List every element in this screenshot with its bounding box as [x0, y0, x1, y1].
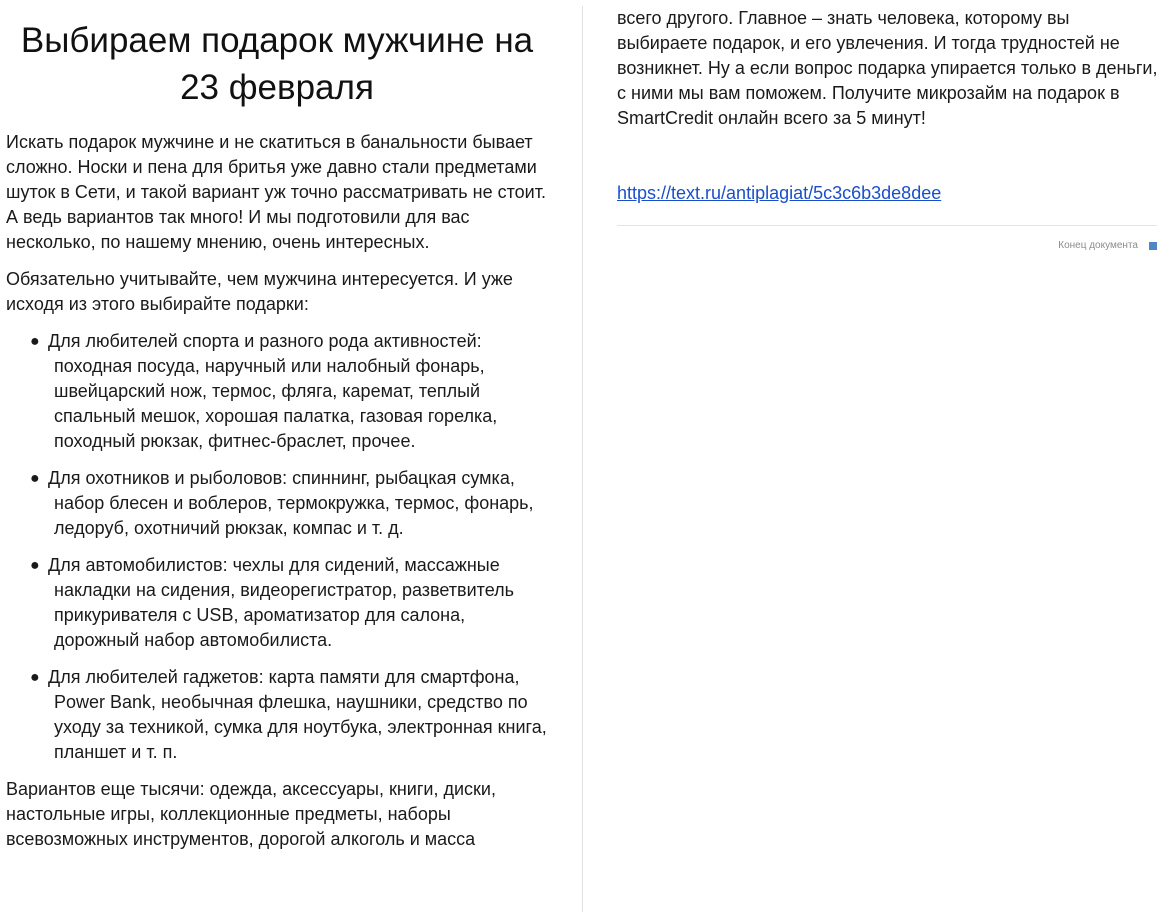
end-divider — [617, 225, 1157, 226]
bullet-icon: ● — [30, 333, 40, 350]
left-column — [6, 0, 548, 912]
consider-paragraph: Обязательно учитывайте, чем мужчина интересуется. И уже исходя из этого выбирайте подарки: — [6, 269, 513, 314]
closing-paragraph-start: Вариантов еще тысячи: одежда, аксессуары, книги, диски, настольные игры, коллекционные предметы, наборы всевозможных инструментов, дорогой алкоголь и масса — [6, 779, 496, 849]
end-marker-icon — [1149, 242, 1157, 250]
bullet-icon: ● — [30, 470, 40, 487]
antiplagiat-link[interactable]: https://text.ru/antiplagiat/5c3c6b3de8dee — [617, 183, 942, 203]
bullet-icon: ● — [30, 557, 40, 574]
bullet-icon: ● — [30, 669, 40, 686]
list-item — [6, 665, 548, 765]
list-item — [6, 553, 548, 653]
list-item-text: Для охотников и рыболовов: спиннинг, рыбацкая сумка, набор блесен и воблеров, термокружка, термос, фонарь, ледоруб, охотничий рюкзак, компас и т. д. — [48, 468, 534, 538]
gift-category-list — [6, 329, 548, 765]
list-item-text: Для любителей спорта и разного рода активностей: походная посуда, наручный или налобный фонарь, швейцарский нож, термос, фляга, каремат, теплый спальный мешок, хорошая палатка, газовая горелка, походный рюкзак, фитнес-браслет, прочее. — [48, 331, 498, 451]
list-item-text: Для автомобилистов: чехлы для сидений, массажные накладки на сидения, видеорегистратор, разветвитель прикуривателя с USB, ароматизатор для салона, дорожный набор автомобилиста. — [48, 555, 515, 650]
article-title: Выбираем подарок мужчине на 23 февраля — [20, 21, 534, 107]
right-column — [617, 0, 1162, 912]
column-divider — [582, 6, 583, 912]
list-item-text: Для любителей гаджетов: карта памяти для смартфона, Power Bank, необычная флешка, наушники, средство по уходу за техникой, сумка для ноутбука, электронная книга, планшет и т. п. — [48, 667, 547, 762]
closing-paragraph-end: всего другого. Главное – знать человека, которому вы выбираете подарок, и его увлечения. И тогда трудностей не возникнет. Ну а если вопрос подарка упирается только в деньги, с ними мы вам поможем. Получите микрозайм на подарок в SmartCredit онлайн всего за 5 минут! — [617, 8, 1158, 128]
list-item — [6, 466, 548, 541]
end-of-document-label: Конец документа — [1058, 240, 1138, 251]
list-item — [6, 329, 548, 454]
intro-paragraph: Искать подарок мужчине и не скатиться в банальности бывает сложно. Носки и пена для бритья уже давно стали предметами шуток в Сети, и такой вариант уж точно рассматривать не стоит. А ведь вариантов так много! И мы подготовили для вас несколько, по нашему мнению, очень интересных. — [6, 132, 546, 252]
